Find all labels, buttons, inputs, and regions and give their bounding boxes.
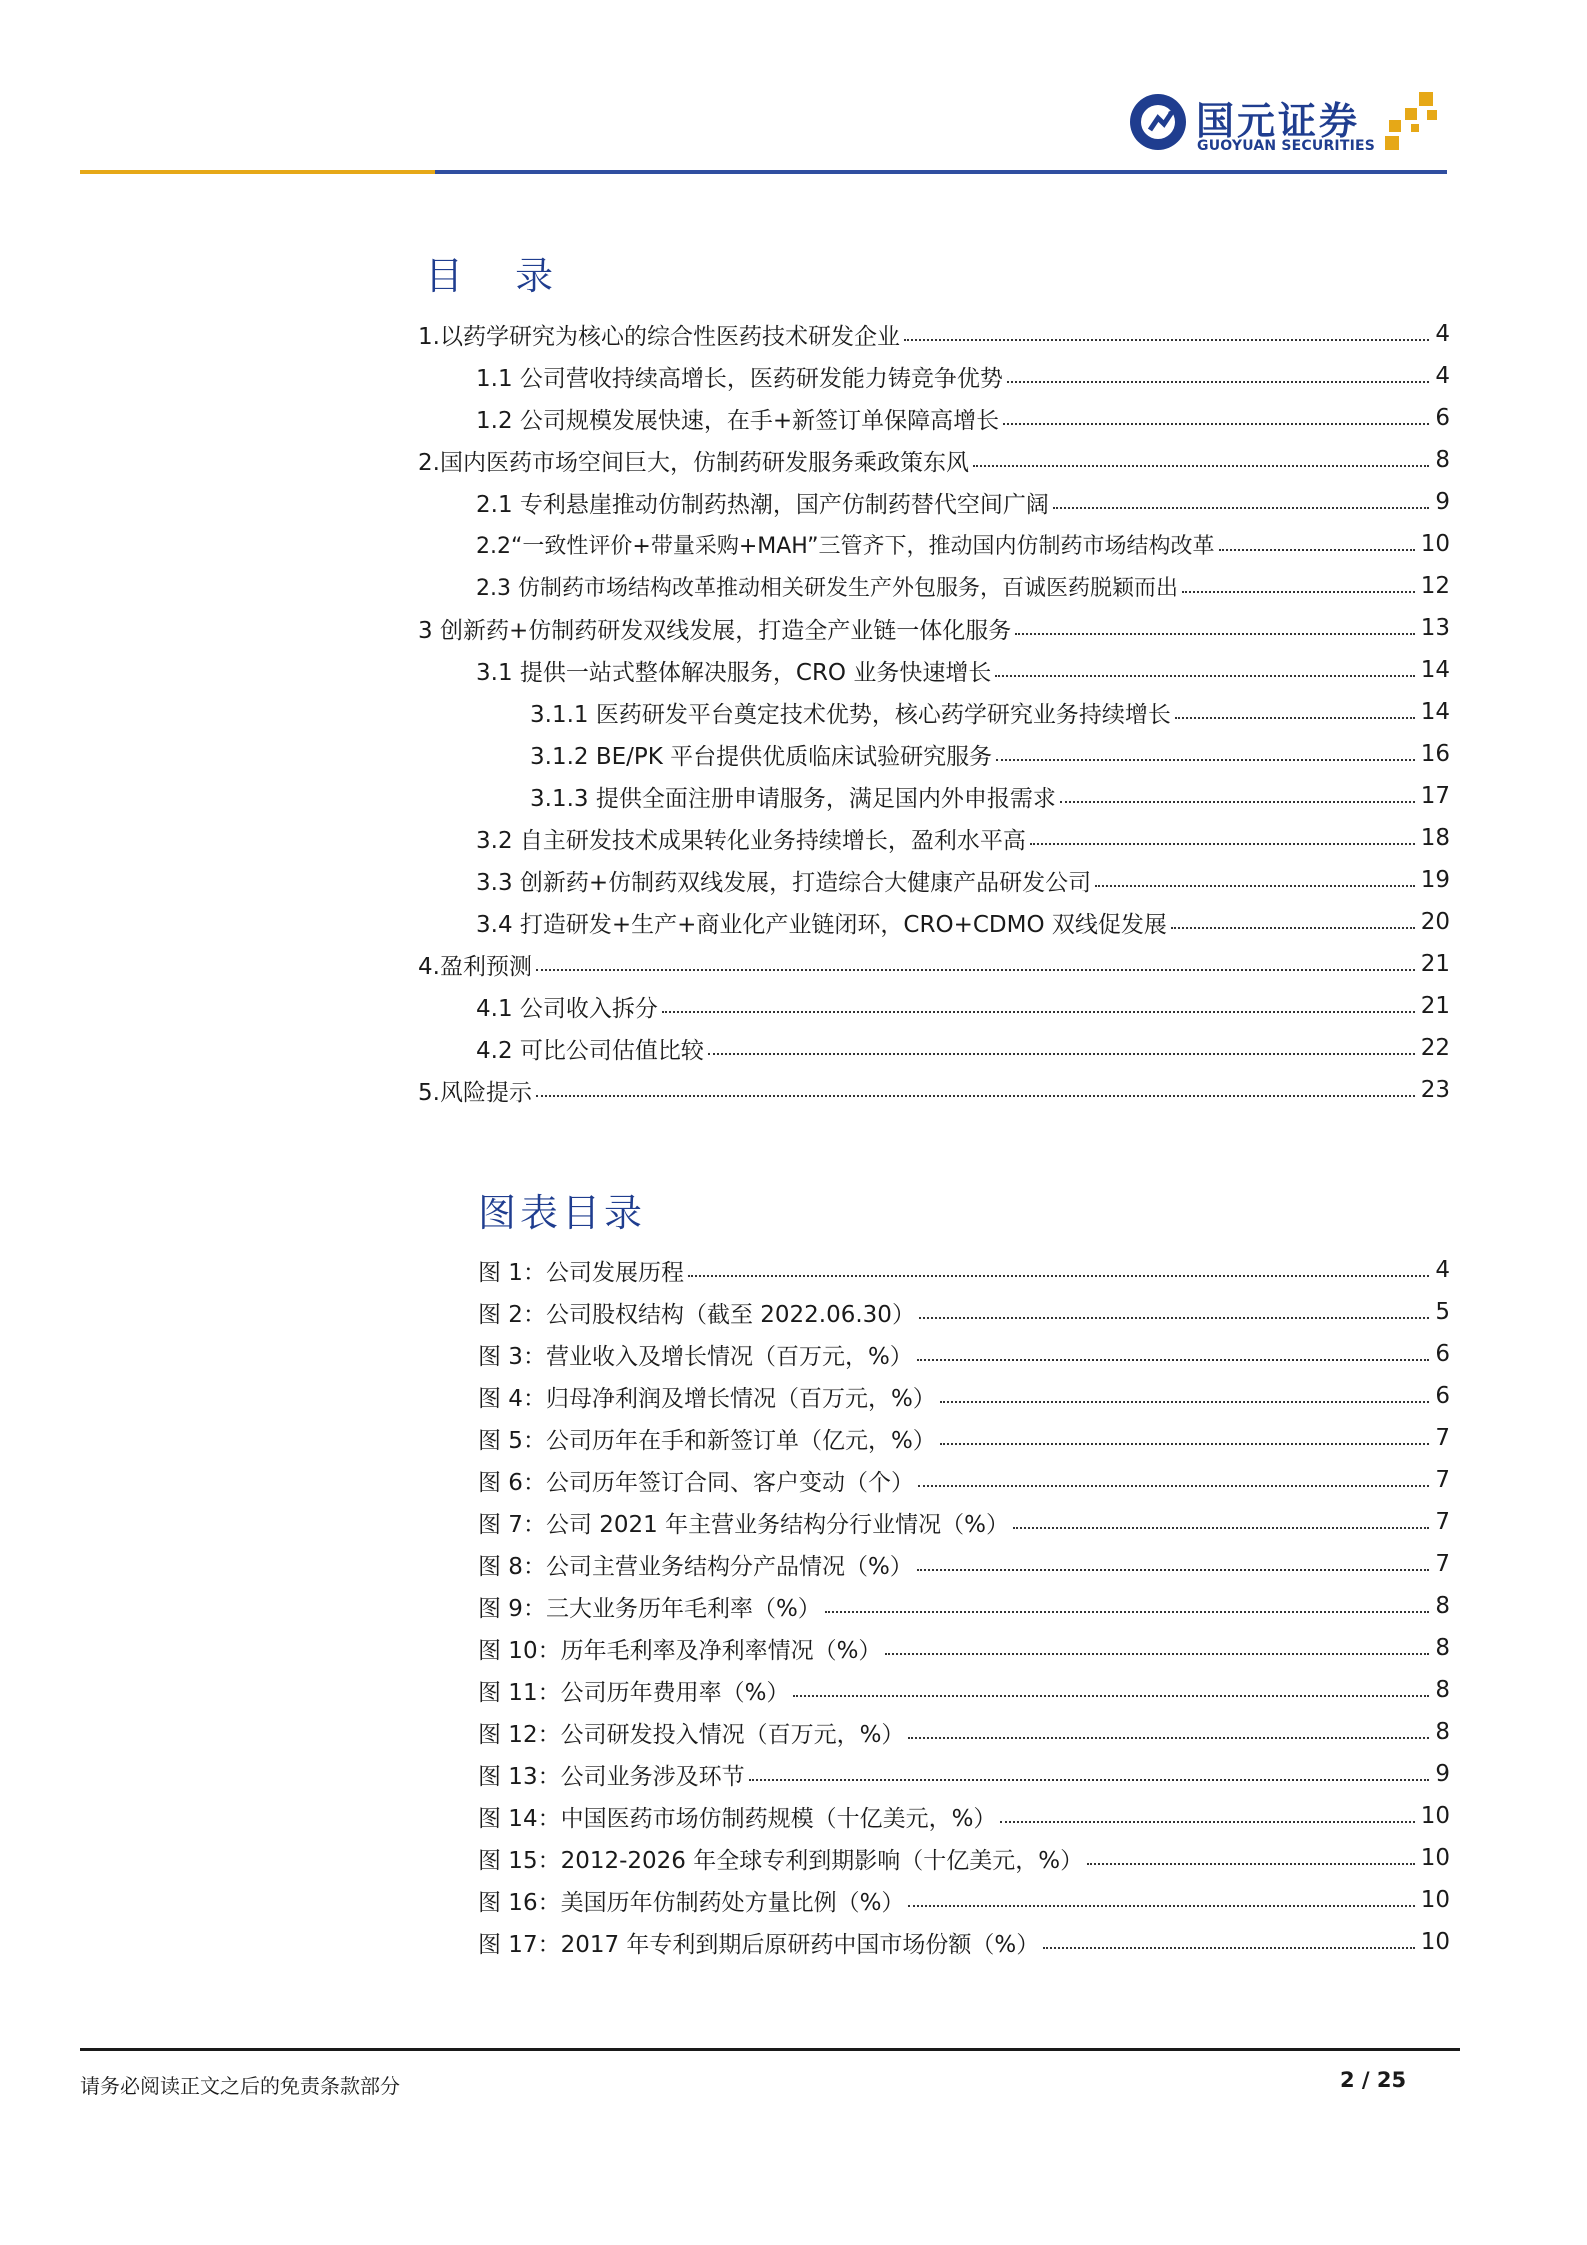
- figure-item[interactable]: 图 4：归母净利润及增长情况（百万元，%） 6: [478, 1383, 1450, 1412]
- figure-item[interactable]: 图 1：公司发展历程 4: [478, 1257, 1450, 1286]
- footer-disclaimer: 请务必阅读正文之后的免责条款部分: [80, 2074, 400, 2098]
- toc-item[interactable]: 2.1 专利悬崖推动仿制药热潮，国产仿制药替代空间广阔 9: [476, 489, 1450, 518]
- figure-item[interactable]: 图 10：历年毛利率及净利率情况（%） 8: [478, 1635, 1450, 1664]
- company-logo: [1128, 88, 1448, 168]
- figure-item[interactable]: 图 17：2017 年专利到期后原研药中国市场份额（%） 10: [478, 1929, 1450, 1958]
- toc-item[interactable]: 1.2 公司规模发展快速，在手+新签订单保障高增长 6: [476, 405, 1450, 434]
- figure-item[interactable]: 图 8：公司主营业务结构分产品情况（%） 7: [478, 1551, 1450, 1580]
- figure-item[interactable]: 图 13：公司业务涉及环节 9: [478, 1761, 1450, 1790]
- logo-name: 国元证券: [1196, 99, 1361, 143]
- figure-item[interactable]: 图 5：公司历年在手和新签订单（亿元，%） 7: [478, 1425, 1450, 1454]
- logo-subtitle: GUOYUAN SECURITIES: [1197, 138, 1376, 154]
- toc-item[interactable]: 4.1 公司收入拆分 21: [476, 993, 1450, 1022]
- toc-item[interactable]: 2.3 仿制药市场结构改革推动相关研发生产外包服务，百诚医药脱颖而出 12: [476, 573, 1450, 601]
- figure-item[interactable]: 图 6：公司历年签订合同、客户变动（个） 7: [478, 1467, 1450, 1496]
- toc-item[interactable]: 3.4 打造研发+生产+商业化产业链闭环，CRO+CDMO 双线促发展 20: [476, 909, 1450, 938]
- figure-item[interactable]: 图 11：公司历年费用率（%） 8: [478, 1677, 1450, 1706]
- toc-item[interactable]: 4.盈利预测 21: [418, 951, 1450, 980]
- page-indicator: 2 / 25: [1340, 2068, 1407, 2092]
- toc-item[interactable]: 3 创新药+仿制药研发双线发展，打造全产业链一体化服务 13: [418, 615, 1450, 644]
- figure-item[interactable]: 图 3：营业收入及增长情况（百万元，%） 6: [478, 1341, 1450, 1370]
- toc-item[interactable]: 2.国内医药市场空间巨大，仿制药研发服务乘政策东风 8: [418, 447, 1450, 476]
- toc-item[interactable]: 3.1.2 BE/PK 平台提供优质临床试验研究服务 16: [530, 741, 1450, 770]
- figure-item[interactable]: 图 7：公司 2021 年主营业务结构分行业情况（%） 7: [478, 1509, 1450, 1538]
- figure-item[interactable]: 图 14：中国医药市场仿制药规模（十亿美元，%） 10: [478, 1803, 1450, 1832]
- figure-item[interactable]: 图 9：三大业务历年毛利率（%） 8: [478, 1593, 1450, 1622]
- toc-item[interactable]: 1.以药学研究为核心的综合性医药技术研发企业 4: [418, 321, 1450, 350]
- figures-list: [478, 1249, 1450, 1963]
- toc-item[interactable]: 1.1 公司营收持续高增长，医药研发能力铸竞争优势 4: [476, 363, 1450, 392]
- toc-title: 目 录: [425, 254, 574, 298]
- toc-item[interactable]: 2.2“一致性评价+带量采购+MAH”三管齐下，推动国内仿制药市场结构改革 10: [476, 531, 1450, 559]
- toc-item[interactable]: 5.风险提示 23: [418, 1077, 1450, 1106]
- figure-item[interactable]: 图 16：美国历年仿制药处方量比例（%） 10: [478, 1887, 1450, 1916]
- toc-item[interactable]: 3.1.3 提供全面注册申请服务，满足国内外申报需求 17: [530, 783, 1450, 812]
- toc-item[interactable]: 4.2 可比公司估值比较 22: [476, 1035, 1450, 1064]
- logo-squares-icon: [1383, 90, 1445, 152]
- figures-title: 图表目录: [478, 1191, 647, 1235]
- guoyuan-logo-icon: [1128, 92, 1188, 152]
- figure-item[interactable]: 图 2：公司股权结构（截至 2022.06.30） 5: [478, 1299, 1450, 1328]
- toc-item[interactable]: 3.1 提供一站式整体解决服务，CRO 业务快速增长 14: [476, 657, 1450, 686]
- figure-item[interactable]: 图 12：公司研发投入情况（百万元，%） 8: [478, 1719, 1450, 1748]
- toc-list: [418, 313, 1450, 1111]
- toc-item[interactable]: 3.1.1 医药研发平台奠定技术优势，核心药学研究业务持续增长 14: [530, 699, 1450, 728]
- toc-item[interactable]: 3.3 创新药+仿制药双线发展，打造综合大健康产品研发公司 19: [476, 867, 1450, 896]
- header-rule-gold: [80, 170, 435, 174]
- footer-rule: [80, 2048, 1460, 2051]
- header-rule-blue: [435, 170, 1447, 174]
- figure-item[interactable]: 图 15：2012-2026 年全球专利到期影响（十亿美元，%） 10: [478, 1845, 1450, 1874]
- toc-item[interactable]: 3.2 自主研发技术成果转化业务持续增长，盈利水平高 18: [476, 825, 1450, 854]
